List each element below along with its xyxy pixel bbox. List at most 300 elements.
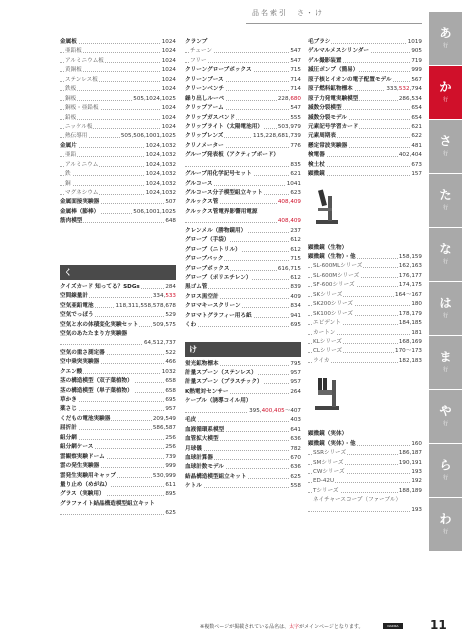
entry-label: 空気でっぽう (60, 311, 95, 320)
kana-tab[interactable] (429, 336, 462, 390)
index-entry (185, 463, 301, 472)
tab-kana: な (439, 242, 452, 256)
entry-label: クイズカード 知ってる？SDGs (60, 283, 141, 292)
footer-note: ※複数ページが掲載されている品名は、太字がメインページとなります。 (200, 624, 364, 630)
stereo-microscope-icon (312, 372, 342, 412)
index-entry (308, 57, 422, 66)
entry-label: クリップライト（太陽電池用） (185, 123, 264, 132)
entry-label: 計量スプーン（ステンレス） (185, 369, 258, 378)
entry-pages: 529 (164, 311, 176, 320)
entry-label: 空気亜鉛電池 (60, 302, 95, 311)
entry-pages: 957 (164, 405, 176, 414)
entry-pages: 168,169 (398, 338, 422, 347)
index-entry (308, 123, 422, 132)
entry-label: 亜鉛板 (65, 47, 83, 56)
index-entry (60, 490, 176, 499)
index-title: 品名索引 さ・け (252, 9, 324, 17)
index-entry (60, 405, 176, 414)
kana-tab[interactable] (429, 12, 462, 66)
index-entry (185, 57, 301, 66)
entry-label: 減圧ポンプ（簡易） (308, 66, 359, 75)
index-entry (308, 142, 422, 151)
entry-label: 薬さじ (60, 405, 78, 414)
entry-pages: 228,680 (277, 95, 301, 104)
entry-pages: 612 (289, 274, 301, 283)
entry-label: 蛍光鉱物標本 (185, 360, 220, 369)
spacer (185, 331, 301, 340)
entry-pages: 184,185 (398, 319, 422, 328)
index-entry (308, 281, 422, 290)
index-entry (60, 434, 176, 443)
index-entry (308, 262, 422, 271)
entry-label: アルミニウム板 (65, 57, 105, 66)
index-entry (60, 132, 176, 141)
kana-tab[interactable] (429, 282, 462, 336)
kana-tab[interactable] (429, 120, 462, 174)
entry-label: 空間線量計 (60, 292, 89, 301)
entry-label: グローブ（手袋） (185, 236, 230, 245)
entry-pages: 795 (289, 360, 301, 369)
index-entry (185, 66, 301, 75)
entry-pages: 1024 (161, 38, 176, 47)
microscope-icon (312, 186, 342, 226)
stereo-microscope-illustration (308, 368, 422, 428)
index-entry (308, 161, 422, 170)
tab-row-label: 行 (442, 205, 448, 211)
entry-pages: 586,587 (152, 424, 176, 433)
entry-pages: 1019 (407, 38, 422, 47)
index-entry (185, 407, 301, 416)
entry-pages: 186,187 (398, 449, 422, 458)
entry-pages: 180 (410, 300, 422, 309)
index-entry (185, 283, 301, 292)
index-entry (308, 430, 422, 439)
entry-pages: 739 (164, 453, 176, 462)
leader-dots (60, 90, 176, 91)
tab-kana: さ (439, 134, 452, 148)
entry-pages: 547 (289, 57, 301, 66)
index-entry (185, 95, 301, 104)
entry-label: SK100シリーズ (313, 310, 354, 319)
entry-pages: 193 (410, 506, 422, 515)
entry-pages: 695 (289, 321, 301, 330)
index-column-2 (185, 38, 301, 492)
entry-pages: 162,163 (398, 262, 422, 271)
entry-label: 銅板 (65, 95, 77, 104)
index-entry (60, 339, 176, 348)
index-entry (308, 104, 422, 113)
index-entry (308, 487, 422, 496)
entry-pages: 1024 (161, 123, 176, 132)
entry-label: グラス（実験用） (60, 490, 106, 499)
index-entry (308, 310, 422, 319)
index-entry (60, 208, 176, 217)
index-entry (185, 265, 301, 274)
entry-label: 月球儀 (185, 445, 203, 454)
entry-pages: 999 (410, 66, 422, 75)
entry-pages: 654 (410, 104, 422, 113)
index-entry (60, 358, 176, 367)
entry-label: クロマトグラフィー用ろ紙 (185, 312, 253, 321)
index-entry (308, 253, 422, 262)
index-entry (60, 283, 176, 292)
index-entry (185, 132, 301, 141)
entry-pages: 403 (289, 416, 301, 425)
entry-pages: 181 (410, 329, 422, 338)
entry-label: クリーングローブボックス (185, 66, 253, 75)
entry-pages: 1024,1032 (145, 170, 176, 179)
entry-pages: 567 (410, 76, 422, 85)
entry-label: 熱伝導用 (65, 132, 88, 141)
entry-pages: 1024 (161, 85, 176, 94)
index-entry (60, 481, 176, 490)
index-entry (308, 85, 422, 94)
tab-kana: は (439, 296, 452, 310)
index-entry (308, 170, 422, 179)
tab-kana: わ (439, 512, 452, 526)
entry-pages: 509,575 (152, 321, 176, 330)
index-entry (185, 302, 301, 311)
index-entry (185, 161, 301, 170)
entry-pages: 625 (289, 473, 301, 482)
entry-pages: 658 (164, 377, 176, 386)
index-entry (185, 180, 301, 189)
entry-label: 茎の構造模型（単子葉植物） (60, 387, 134, 396)
tab-kana: か (439, 80, 452, 94)
index-entry (308, 300, 422, 309)
leader-dots (60, 119, 176, 120)
entry-label: 顕微鏡（実体） (308, 430, 348, 439)
entry-label: くだもの電池実験器 (60, 415, 111, 424)
entry-pages: 658 (164, 387, 176, 396)
entry-label: 金属片 (60, 142, 78, 151)
tab-row-label: 行 (442, 313, 448, 319)
entry-label: クリーンベンチ (185, 85, 225, 94)
index-entry (185, 435, 301, 444)
entry-pages: 835 (289, 161, 301, 170)
entry-pages: 641 (289, 426, 301, 435)
index-entry (185, 217, 301, 226)
entry-pages: 673 (410, 161, 422, 170)
entry-label: クリップガスバンド (185, 114, 236, 123)
entry-pages: 957 (289, 378, 301, 387)
entry-label: 雲の発生実験器 (60, 462, 100, 471)
entry-pages: 616,715 (277, 265, 301, 274)
entry-pages: 895 (164, 490, 176, 499)
index-entry (185, 369, 301, 378)
index-entry (185, 198, 301, 207)
entry-pages: 654 (410, 114, 422, 123)
entry-pages: 164〜167 (394, 291, 422, 300)
tab-row-label: 行 (442, 421, 448, 427)
index-entry (60, 509, 176, 518)
index-entry (308, 440, 422, 449)
index-columns (0, 38, 430, 598)
spacer (60, 227, 176, 236)
index-entry (308, 477, 422, 486)
tab-kana: あ (439, 26, 452, 40)
entry-label: ニッケル板 (65, 123, 93, 132)
entry-pages: 670 (289, 454, 301, 463)
entry-pages: 284 (164, 283, 176, 292)
index-entry (185, 416, 301, 425)
section-heading: け (185, 342, 301, 357)
entry-label: 鉄 (65, 170, 72, 179)
index-entry (60, 453, 176, 462)
entry-label: 原子力発電実験模型 (308, 95, 359, 104)
entry-pages: 612 (289, 246, 301, 255)
index-entry (185, 208, 301, 217)
entry-pages: 160 (410, 440, 422, 449)
index-entry (60, 415, 176, 424)
entry-pages: 507 (164, 198, 176, 207)
entry-pages: 648 (164, 217, 176, 226)
index-entry (308, 132, 422, 141)
entry-pages: 941 (289, 312, 301, 321)
entry-pages: 1024 (161, 57, 176, 66)
index-entry (60, 170, 176, 179)
entry-label: グローブバック (185, 255, 224, 264)
entry-label: SF-600シリーズ (313, 281, 356, 290)
entry-label: 黄銅板 (65, 66, 83, 75)
entry-label: クリーンブース (185, 76, 225, 85)
entry-pages: 839 (289, 283, 301, 292)
entry-label: グローブボックス (185, 265, 230, 274)
index-entry (185, 227, 301, 236)
index-entry (60, 472, 176, 481)
entry-pages: 158,159 (398, 253, 422, 262)
entry-pages: 174,175 (398, 281, 422, 290)
tab-row-label: 行 (442, 367, 448, 373)
entry-pages: 190,191 (398, 459, 422, 468)
entry-label: クリノメーター (185, 142, 225, 151)
entry-label: 銅板・亜鉛板 (65, 104, 100, 113)
entry-label: 毛ブラシ (308, 38, 331, 47)
entry-label: クランプ (185, 38, 208, 47)
entry-label: グループ用化学記号セット (185, 170, 253, 179)
entry-label: 顕微鏡 (308, 170, 326, 179)
entry-pages: 1024,1032 (145, 142, 176, 151)
entry-pages: 547 (289, 104, 301, 113)
index-entry (308, 291, 422, 300)
entry-pages: 714 (289, 76, 301, 85)
entry-pages: 611 (164, 481, 176, 490)
index-entry (308, 319, 422, 328)
entry-label: グラファイト結晶構造模型組立キット (60, 500, 156, 509)
entry-pages: 1032 (161, 368, 176, 377)
kana-tab[interactable] (429, 174, 462, 228)
entry-label: ゲルマルメスシリンダー (308, 47, 370, 56)
index-entry (185, 378, 301, 387)
entry-pages: 408,409 (277, 217, 301, 226)
index-entry (60, 462, 176, 471)
entry-pages: 621 (289, 170, 301, 179)
entry-label: SMシリーズ (313, 459, 344, 468)
index-entry (60, 443, 176, 452)
kana-tab[interactable] (429, 444, 462, 498)
index-entry (60, 161, 176, 170)
entry-pages: 188,189 (398, 487, 422, 496)
entry-label: フリー (190, 57, 208, 66)
entry-pages: 776 (289, 142, 301, 151)
entry-label: 筋肉模型 (60, 217, 83, 226)
entry-label: SSRシリーズ (313, 449, 347, 458)
index-column-1 (60, 38, 176, 519)
index-entry (60, 76, 176, 85)
index-entry (60, 424, 176, 433)
entry-pages: 695 (164, 396, 176, 405)
index-entry (308, 244, 422, 253)
entry-label: ライカ (313, 357, 330, 366)
index-entry (60, 292, 176, 301)
entry-pages: 334,533 (152, 292, 176, 301)
entry-pages: 1024,1032 (145, 189, 176, 198)
spacer (60, 236, 176, 245)
entry-label: K熱電対センサー (185, 388, 230, 397)
entry-label: グループ発表板（アクティブボード） (185, 151, 280, 160)
entry-pages: 64,512,737 (143, 339, 176, 348)
entry-pages: 1024 (161, 76, 176, 85)
kana-tab[interactable] (429, 390, 462, 444)
index-entry (185, 47, 301, 56)
tab-row-label: 行 (442, 529, 448, 535)
entry-label: 銅 (65, 180, 72, 189)
entry-label: 量り止め（めがね） (60, 481, 111, 490)
entry-pages: 286,534 (398, 95, 422, 104)
entry-label: 検電器 (308, 151, 326, 160)
index-entry (185, 360, 301, 369)
entry-pages: 176,177 (398, 272, 422, 281)
entry-label: 計量スプーン（プラスチック） (185, 378, 264, 387)
entry-label: 減数分裂モデル (308, 114, 348, 123)
entry-label: 組分網 (60, 434, 78, 443)
brand-logo: NARIKA (383, 623, 403, 629)
index-entry (308, 347, 422, 356)
entry-pages: 1024 (161, 66, 176, 75)
entry-pages: 957 (289, 369, 301, 378)
entry-label: 黒ゴム管 (185, 283, 208, 292)
microscope-illustration (308, 182, 422, 242)
entry-pages: 182,183 (398, 357, 422, 366)
entry-pages: 395,400,405〜407 (248, 407, 301, 416)
index-entry (185, 76, 301, 85)
index-entry (308, 449, 422, 458)
index-entry (60, 151, 176, 160)
index-entry (185, 454, 301, 463)
entry-label: マグネシウム (65, 189, 99, 198)
entry-pages: 555 (289, 114, 301, 123)
entry-pages: 157 (410, 170, 422, 179)
entry-label: チェーン (190, 47, 213, 56)
index-entry (60, 321, 176, 330)
entry-label: クルックス管電界影響用電源 (185, 208, 259, 217)
entry-label: 懸定常波実験器 (308, 142, 348, 151)
page-footer (0, 618, 462, 644)
entry-label: 空気の重さ測定器 (60, 349, 106, 358)
entry-label: 金属板 (60, 38, 78, 47)
entry-pages: 621 (410, 123, 422, 132)
entry-pages: 522 (164, 349, 176, 358)
entry-label: クリップアーム (185, 104, 225, 113)
index-entry (185, 482, 301, 491)
index-entry (60, 180, 176, 189)
section-heading: く (60, 265, 176, 280)
index-entry (60, 85, 176, 94)
entry-label: 茎の構造模型（双子葉植物） (60, 377, 134, 386)
entry-pages: 256 (164, 443, 176, 452)
entry-pages: 1024,1032 (145, 180, 176, 189)
index-entry (185, 189, 301, 198)
entry-pages: 999 (164, 462, 176, 471)
entry-label: 検土杖 (308, 161, 326, 170)
entry-label: 金属面接実験器 (60, 198, 100, 207)
spacer (60, 254, 176, 263)
kana-tab[interactable] (429, 66, 462, 120)
entry-label: ケトル (185, 482, 203, 491)
index-entry (308, 151, 422, 160)
index-entry (308, 496, 422, 505)
index-entry (60, 198, 176, 207)
entry-label: アルミニウム (65, 161, 99, 170)
index-entry (60, 311, 176, 320)
index-entry (185, 104, 301, 113)
entry-pages: 256 (164, 434, 176, 443)
entry-label: グローブ（ポリエチレン） (185, 274, 252, 283)
tab-kana: た (439, 188, 452, 202)
index-entry (60, 500, 176, 509)
index-entry (185, 151, 301, 160)
entry-label: 顕微鏡（実体）・他 (308, 440, 357, 449)
index-entry (60, 330, 176, 339)
entry-label: クロス黒空計 (185, 293, 220, 302)
kana-tab[interactable] (429, 228, 462, 282)
index-entry (60, 217, 176, 226)
entry-label: ネイチャースコープ（ファーブル） (313, 496, 402, 505)
index-entry (185, 114, 301, 123)
index-entry (60, 302, 176, 311)
entry-label: 原子燃料鉱物標本 (308, 85, 354, 94)
entry-pages: 1024 (161, 114, 176, 123)
leader-dots (185, 421, 301, 422)
kana-tab[interactable] (429, 498, 462, 552)
index-entry (60, 142, 176, 151)
index-entry (185, 312, 301, 321)
entry-pages: 193 (410, 468, 422, 477)
entry-label: 血管拡大模型 (185, 435, 220, 444)
index-entry (308, 95, 422, 104)
entry-label: ケーブル（誘導コイル用） (185, 397, 252, 406)
entry-label: ステンレス板 (65, 76, 99, 85)
entry-label: 空気と水の体積変化実験セット (60, 321, 139, 330)
index-entry (185, 397, 301, 406)
entry-label: グルコース分子模型組立キット (185, 189, 264, 198)
header-rule (246, 23, 422, 24)
entry-label: クエン酸 (60, 368, 83, 377)
entry-label: SL-600MLシリーズ (313, 262, 363, 271)
entry-label: 元素周期表 (308, 132, 337, 141)
index-entry (185, 426, 301, 435)
entry-label: グローブ（ニトリル） (185, 246, 242, 255)
entry-label: 金属棒（膨棒） (60, 208, 100, 217)
index-entry (308, 38, 422, 47)
index-entry (60, 66, 176, 75)
entry-label: 原子核とイオンの電子配置モデル (308, 76, 392, 85)
entry-pages: 408,409 (277, 198, 301, 207)
entry-pages: 719 (410, 57, 422, 66)
index-entry (60, 38, 176, 47)
tab-row-label: 行 (442, 259, 448, 265)
entry-pages: 481 (410, 142, 422, 151)
